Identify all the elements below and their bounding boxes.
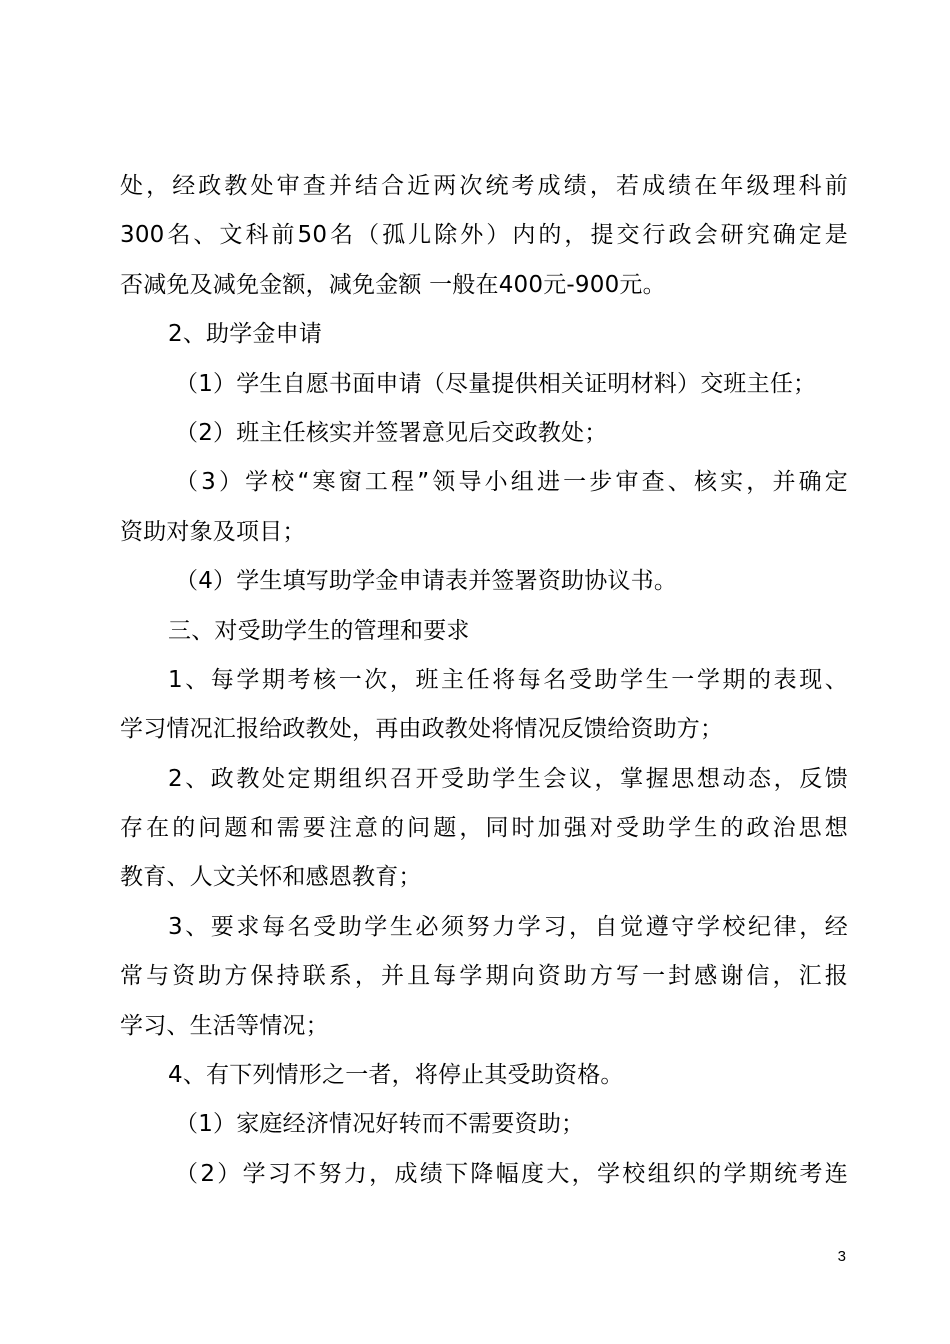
paragraph-line: 4、有下列情形之一者，将停止其受助资格。: [168, 1062, 624, 1089]
list-item: （1）家庭经济情况好转而不需要资助；: [175, 1111, 585, 1138]
paragraph-line: 处，经政教处审查并结合近两次统考成绩，若成绩在年级理科前: [120, 173, 848, 199]
paragraph-line: 3、要求每名受助学生必须努力学习，自觉遵守学校纪律，经: [168, 913, 848, 940]
section-heading: 三、对受助学生的管理和要求: [168, 617, 470, 644]
page-number: 3: [837, 1248, 846, 1265]
section-heading: 2、助学金申请: [168, 321, 323, 348]
paragraph-line: 教育、人文关怀和感恩教育；: [120, 864, 422, 891]
paragraph-line: 常与资助方保持联系，并且每学期向资助方写一封感谢信，汇报: [120, 963, 848, 990]
paragraph-line: 否减免及减免金额，减免金额 一般在400元-900元。: [120, 271, 666, 298]
paragraph-line: 学习、生活等情况；: [120, 1012, 329, 1039]
paragraph-line: 2、政教处定期组织召开受助学生会议，掌握思想动态，反馈: [168, 765, 848, 792]
paragraph-line: 资助对象及项目；: [120, 518, 306, 545]
paragraph-line: 学习情况汇报给政教处，再由政教处将情况反馈给资助方；: [120, 716, 724, 743]
list-item: （3）学校“寒窗工程”领导小组进一步审查、核实，并确定: [175, 469, 848, 496]
paragraph-line: 存在的问题和需要注意的问题，同时加强对受助学生的政治思想: [120, 815, 848, 842]
paragraph-line: 300名、文科前50名（孤儿除外）内的，提交行政会研究确定是: [120, 222, 848, 249]
list-item: （2）学习不努力，成绩下降幅度大，学校组织的学期统考连: [175, 1160, 848, 1187]
document-body: [120, 162, 848, 1199]
paragraph-line: 1、每学期考核一次，班主任将每名受助学生一学期的表现、: [168, 666, 848, 693]
list-item: （2）班主任核实并签署意见后交政教处；: [175, 419, 608, 446]
list-item: （4）学生填写助学金申请表并签署资助协议书。: [175, 568, 678, 595]
list-item: （1）学生自愿书面申请（尽量提供相关证明材料）交班主任；: [175, 370, 817, 397]
